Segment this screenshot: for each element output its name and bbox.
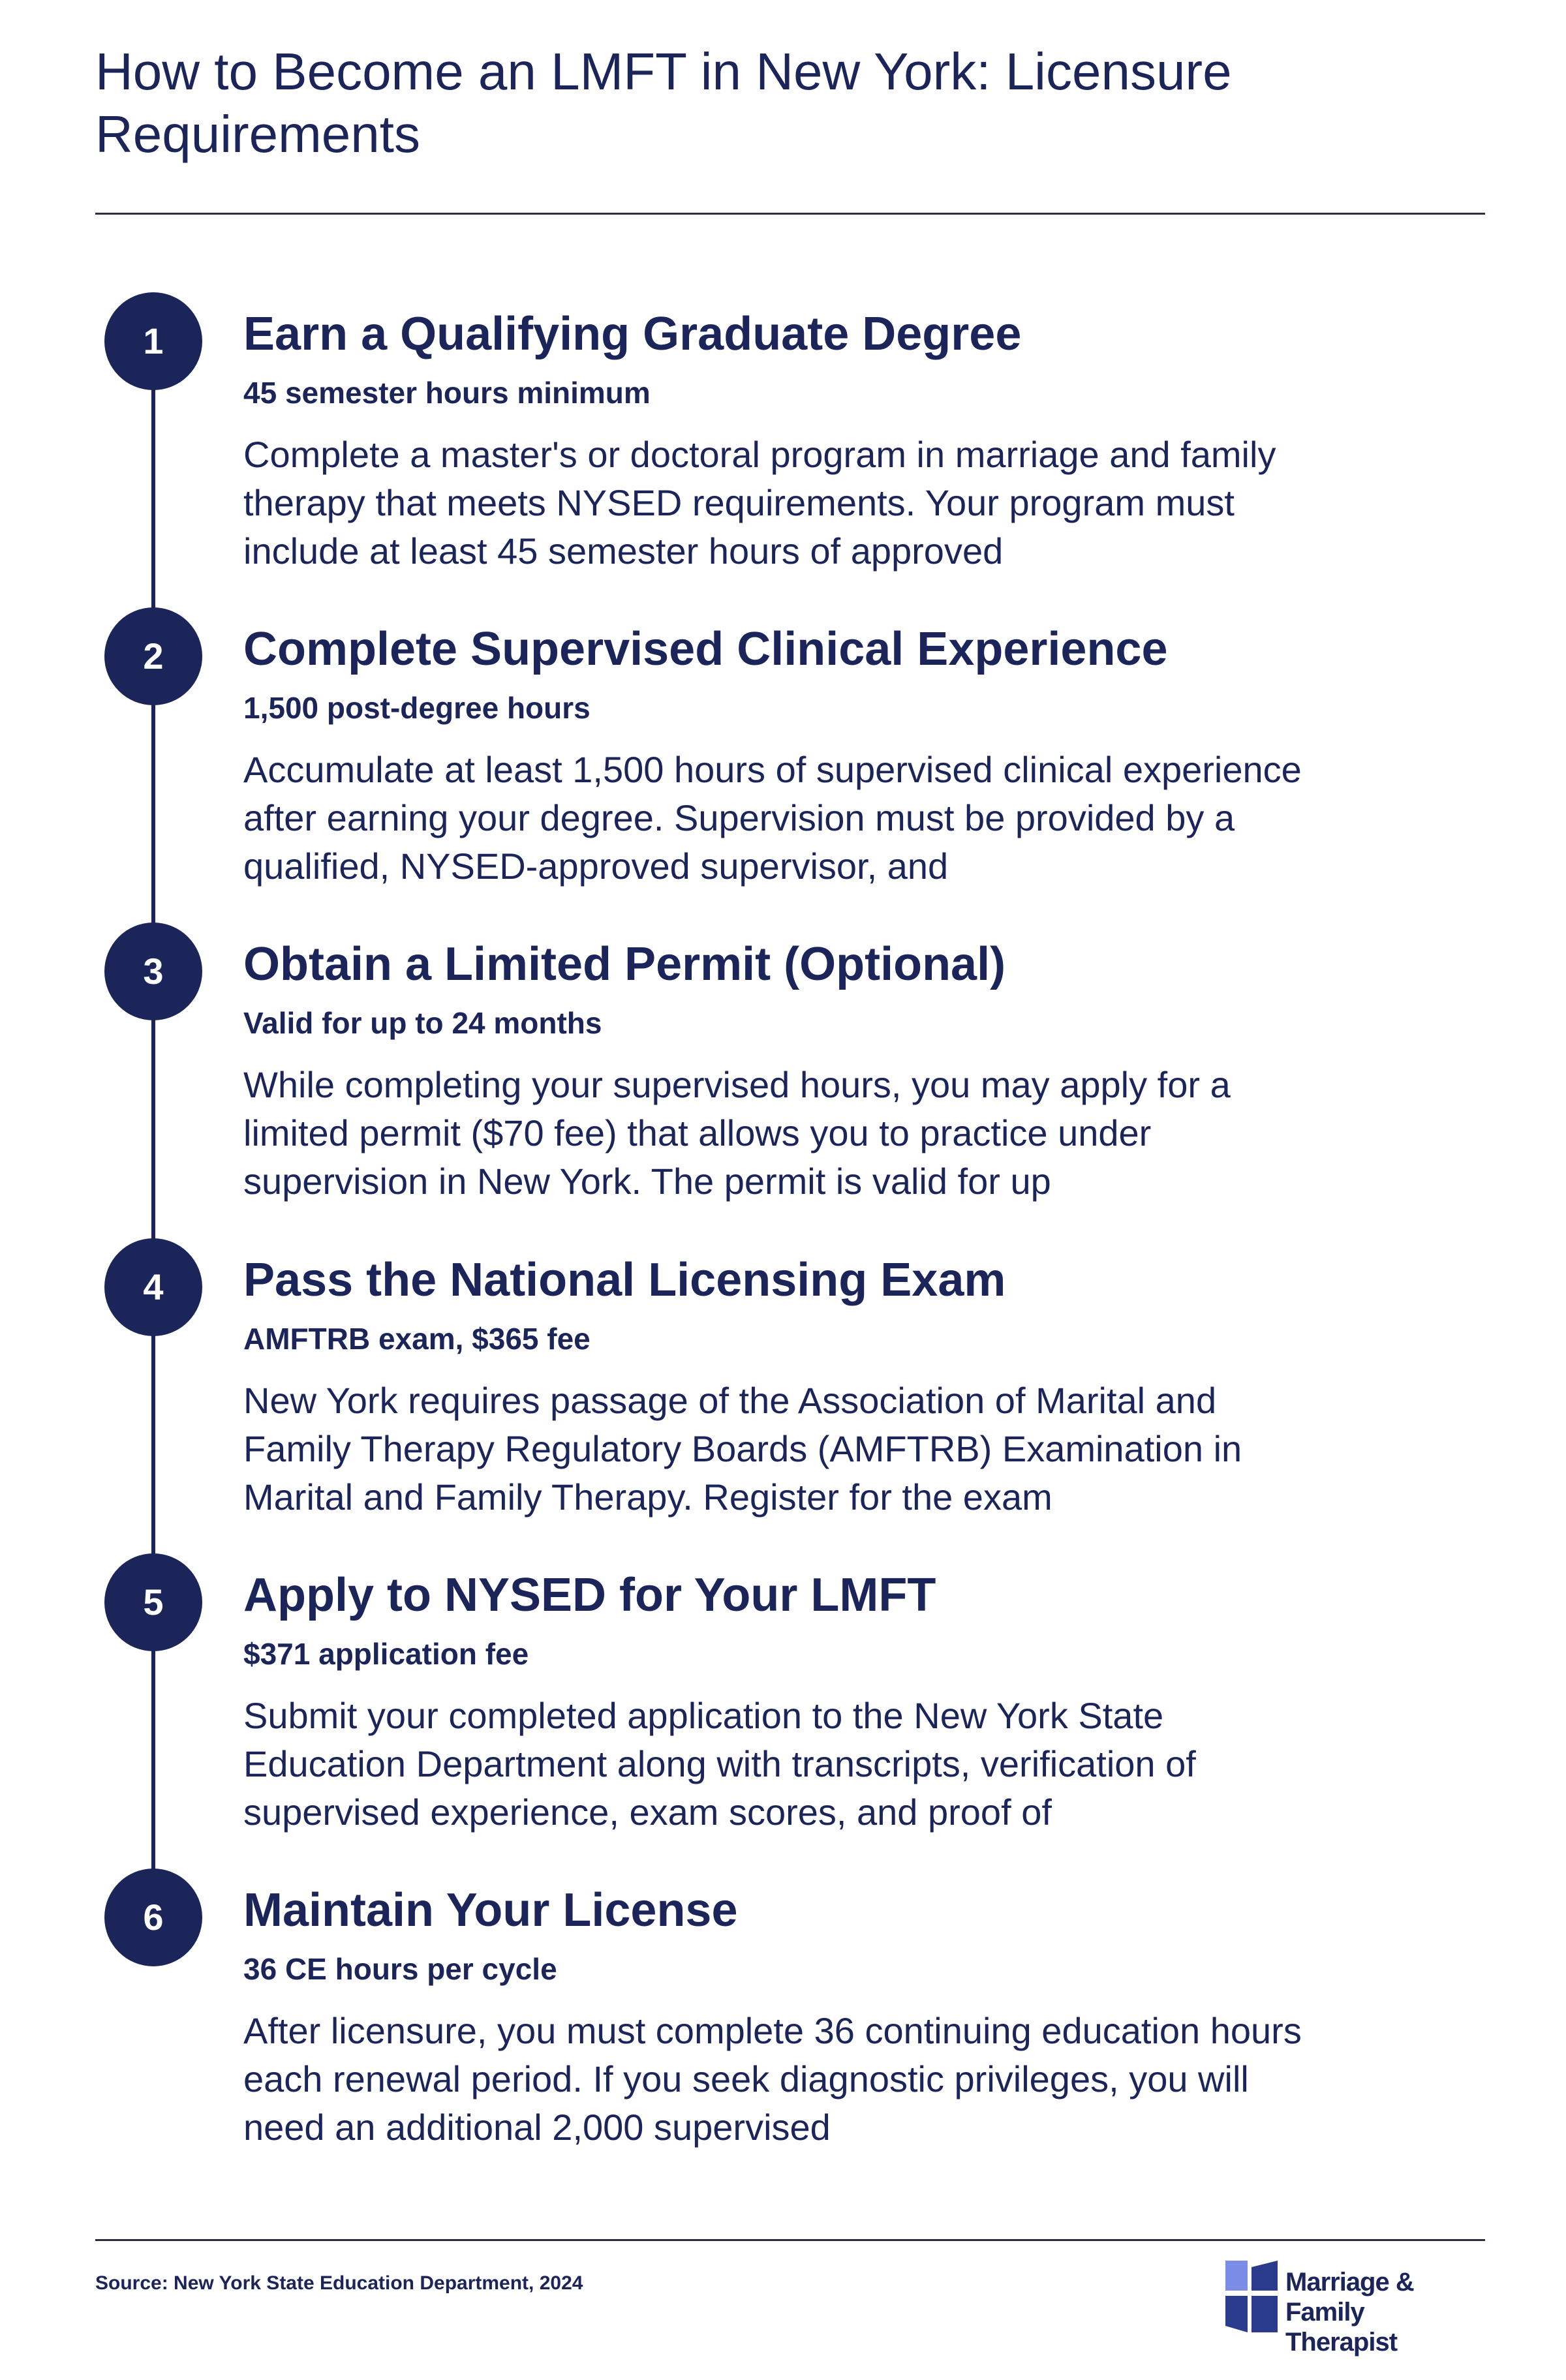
page-title: How to Become an LMFT in New York: Licensure Requirements <box>95 42 1232 163</box>
step-description: Complete a master's or doctoral program in marriage and family therapy that meets NYSED requirements. Your program must include at least 45 semester hours of approved <box>243 434 1276 572</box>
step-title: Obtain a Limited Permit (Optional) <box>243 938 1006 990</box>
brand-name-line-1: Marriage & Family <box>1285 2268 1414 2327</box>
step-3 <box>0 923 1566 1223</box>
step-number-badge: 2 <box>104 607 202 705</box>
step-subtitle: $371 application fee <box>243 1637 529 1671</box>
brand-logo <box>1225 2261 1493 2357</box>
brand-logo-icon <box>1225 2261 1278 2332</box>
step-title: Earn a Qualifying Graduate Degree <box>243 308 1022 360</box>
step-title: Apply to NYSED for Your LMFT <box>243 1569 936 1621</box>
step-subtitle: 45 semester hours minimum <box>243 376 651 410</box>
source-citation: Source: New York State Education Department, 2024 <box>95 2272 583 2294</box>
step-subtitle: 36 CE hours per cycle <box>243 1952 557 1986</box>
step-4 <box>0 1238 1566 1538</box>
footer-divider <box>95 2239 1485 2241</box>
step-number-badge: 4 <box>104 1238 202 1336</box>
step-description: New York requires passage of the Association of Marital and Family Therapy Regulatory Boards (AMFTRB) Examination in Marital and Family Therapy. Register for the exam <box>243 1380 1242 1518</box>
step-5 <box>0 1553 1566 1854</box>
step-subtitle: AMFTRB exam, $365 fee <box>243 1322 591 1356</box>
step-number-badge: 6 <box>104 1869 202 1966</box>
step-2 <box>0 607 1566 908</box>
step-number-badge: 5 <box>104 1553 202 1651</box>
step-title: Complete Supervised Clinical Experience <box>243 623 1168 675</box>
step-description: After licensure, you must complete 36 continuing education hours each renewal period. If you seek diagnostic privileges, you will need an additional 2,000 supervised <box>243 2010 1302 2148</box>
step-1 <box>0 292 1566 592</box>
step-description: Submit your completed application to the New York State Education Department along with transcripts, verification of supervised experience, exam scores, and proof of <box>243 1695 1196 1833</box>
step-description: While completing your supervised hours, you may apply for a limited permit ($70 fee) that allows you to practice under supervision in New York. The permit is valid for up <box>243 1064 1231 1202</box>
step-6 <box>0 1869 1566 2169</box>
step-title: Maintain Your License <box>243 1884 738 1936</box>
step-subtitle: 1,500 post-degree hours <box>243 691 591 725</box>
step-number-badge: 3 <box>104 923 202 1020</box>
step-title: Pass the National Licensing Exam <box>243 1254 1006 1306</box>
brand-name-line-2: Therapist <box>1285 2328 1398 2357</box>
brand-name <box>1285 2267 1493 2357</box>
step-number-badge: 1 <box>104 292 202 390</box>
step-subtitle: Valid for up to 24 months <box>243 1006 602 1040</box>
step-description: Accumulate at least 1,500 hours of supervised clinical experience after earning your degree. Supervision must be provided by a qualified, NYSED-approved supervisor, and <box>243 749 1302 887</box>
